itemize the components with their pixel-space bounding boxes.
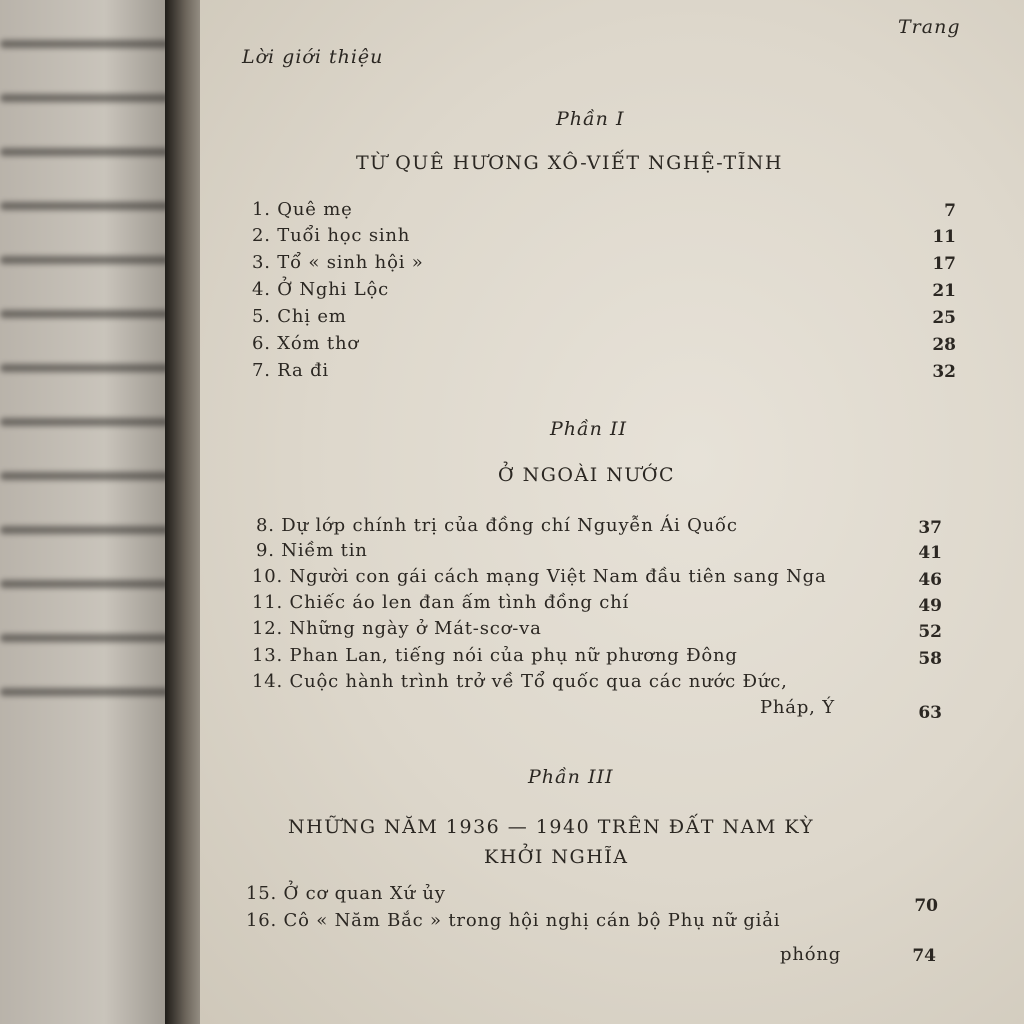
- part2-label: Phần II: [550, 418, 627, 440]
- part3-title-line1: NHỮNG NĂM 1936 — 1940 TRÊN ĐẤT NAM KỲ: [288, 816, 815, 838]
- part3-label: Phần III: [528, 766, 614, 788]
- toc-item-title: 5. Chị em: [252, 306, 347, 327]
- toc-item-page: 63: [918, 703, 942, 723]
- toc-item-title: 12. Những ngày ở Mát-scơ-va: [252, 618, 542, 639]
- toc-item-title: 15. Ở cơ quan Xứ ủy: [246, 883, 446, 904]
- toc-item-title: 16. Cô « Năm Bắc » trong hội nghị cán bộ Phụ nữ giải: [246, 910, 781, 931]
- toc-item-title: 9. Niềm tin: [256, 540, 368, 561]
- part1-title: TỪ QUÊ HƯƠNG XÔ-VIẾT NGHỆ-TĨNH: [356, 152, 783, 174]
- toc-item-page: 41: [918, 543, 942, 563]
- toc-item-title: 2. Tuổi học sinh: [252, 225, 411, 246]
- toc-item-title: 6. Xóm thơ: [252, 333, 359, 354]
- toc-item-title: 3. Tổ « sinh hội »: [252, 252, 424, 273]
- toc-item-page: 28: [932, 335, 956, 355]
- toc-item-page: 21: [932, 281, 956, 301]
- toc-item-title: 7. Ra đi: [252, 360, 329, 381]
- part3-title-line2: KHỞI NGHĨA: [484, 846, 629, 868]
- toc-item-title: 8. Dự lớp chính trị của đồng chí Nguyễn Ái Quốc: [256, 515, 738, 536]
- toc-item-title: 10. Người con gái cách mạng Việt Nam đầu tiên sang Nga: [252, 566, 827, 587]
- toc-item-page: 58: [918, 649, 942, 669]
- toc-item-page: 74: [912, 946, 936, 966]
- page-column-heading: Trang: [898, 16, 961, 38]
- part1-label: Phần I: [556, 108, 625, 130]
- toc-item-title: 4. Ở Nghi Lộc: [252, 279, 389, 300]
- toc-item-page: 49: [918, 596, 942, 616]
- toc-item-title: 11. Chiếc áo len đan ấm tình đồng chí: [252, 592, 630, 613]
- toc-item-page: 70: [914, 896, 938, 916]
- toc-item-page: 32: [932, 362, 956, 382]
- toc-item-continuation: phóng: [780, 944, 842, 965]
- toc-item-continuation: Pháp, Ý: [760, 697, 835, 718]
- toc-item-title: 1. Quê mẹ: [252, 199, 353, 220]
- toc-item-title: 14. Cuộc hành trình trở về Tổ quốc qua các nước Đức,: [252, 671, 788, 692]
- toc-item-page: 25: [932, 308, 956, 328]
- toc-item-page: 11: [932, 227, 956, 247]
- part2-title: Ở NGOÀI NƯỚC: [498, 464, 676, 486]
- toc-item-page: 17: [932, 254, 956, 274]
- left-page: [0, 0, 190, 1024]
- left-page-blurred-text: [0, 40, 170, 740]
- intro-entry: Lời giới thiệu: [242, 46, 384, 68]
- toc-item-page: 52: [918, 622, 942, 642]
- toc-item-page: 46: [918, 570, 942, 590]
- toc-item-title: 13. Phan Lan, tiếng nói của phụ nữ phương Đông: [252, 645, 738, 666]
- toc-item-page: 7: [944, 201, 956, 221]
- toc-item-page: 37: [918, 518, 942, 538]
